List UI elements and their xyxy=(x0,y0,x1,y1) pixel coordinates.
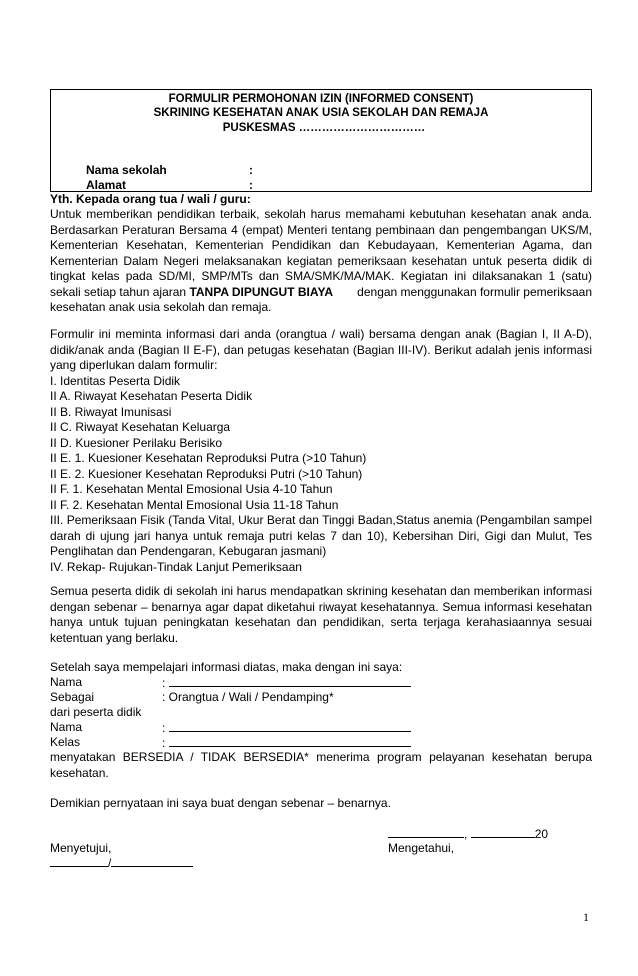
paragraph-intro xyxy=(50,207,592,316)
paragraph-line: ketentuan yang berlaku. xyxy=(50,630,179,645)
section-item: II A. Riwayat Kesehatan Peserta Didik xyxy=(50,389,253,403)
paragraph-line: Formulir ini meminta informasi dari anda (orangtua / wali) bersama dengan anak (Bagian I, II A-D), xyxy=(50,327,592,341)
free-of-charge-text: TANPA DIPUNGUT BIAYA xyxy=(189,284,334,299)
paragraph-line: Kementerian Kesehatan, Kementerian Pendidikan dan Kebudayaan, Kementerian Agama, dan xyxy=(50,238,592,252)
closing-statement: Demikian pernyataan ini saya buat dengan sebenar – benarnya. xyxy=(50,796,391,810)
statement-line: kesehatan. xyxy=(50,765,109,780)
statement-line: menyatakan BERSEDIA / TIDAK BERSEDIA* menerima program pelayanan kesehatan berupa xyxy=(50,750,592,764)
section-item: II D. Kuesioner Perilaku Berisiko xyxy=(50,435,223,450)
from-student-label: dari peserta didik xyxy=(50,705,142,719)
greeting: Yth. Kepada orang tua / wali / guru: xyxy=(50,192,251,206)
section-item: I. Identitas Peserta Didik xyxy=(50,373,181,388)
page-number: 1 xyxy=(583,910,589,924)
date-line xyxy=(388,826,548,842)
text-after: dengan menggunakan formulir pemeriksaan xyxy=(353,284,592,299)
student-name-field[interactable] xyxy=(162,720,411,736)
as-label: Sebagai xyxy=(50,690,95,704)
school-name-label: Nama sekolah xyxy=(86,163,167,177)
section-item: II C. Riwayat Kesehatan Keluarga xyxy=(50,420,231,434)
signature-blank-2[interactable] xyxy=(111,855,193,867)
student-name-label: Nama xyxy=(50,720,83,734)
paragraph-line: Semua peserta didik di sekolah ini harus mendapatkan skrining kesehatan dan memberikan informasi xyxy=(50,584,592,598)
know-label: Mengetahui, xyxy=(388,841,455,855)
form-title: FORMULIR PERMOHONAN IZIN (INFORMED CONSENT) xyxy=(168,93,474,105)
role-options: : Orangtua / Wali / Pendamping* xyxy=(162,690,334,704)
paragraph-form-info xyxy=(50,327,592,575)
paragraph-line: yang diperlukan dalam formulir: xyxy=(50,358,218,372)
paragraph-line: Kementerian Dalam Negeri melaksanakan kegiatan pemeriksaan kesehatan untuk peserta didik di xyxy=(50,253,592,268)
colon: : xyxy=(162,721,166,735)
form-subtitle: SKRINING KESEHATAN ANAK USIA SEKOLAH DAN REMAJA xyxy=(153,107,489,119)
date-blank-line[interactable] xyxy=(388,826,464,838)
approve-label: Menyetujui, xyxy=(50,841,112,855)
month-blank-line[interactable] xyxy=(471,826,535,838)
section-item: II B. Riwayat Imunisasi xyxy=(50,404,172,419)
comma: , xyxy=(464,827,468,841)
paragraph-line: tingkat kelas pada SD/MI, SMP/MTs dan SMA/SMK/MA/MAK. Kegiatan ini dilaksanakan 1 (satu) xyxy=(50,269,592,283)
paragraph-confidentiality xyxy=(50,584,592,646)
section-item: darah di ujung jari hanya untuk remaja putri kelas 7 dan 10), Kebersihan Diri, Gigi dan Mulut, Tes xyxy=(50,528,592,543)
paragraph-line: Untuk memberikan pendidikan terbaik, sekolah harus memahami kebutuhan kesehatan anak anda. xyxy=(50,207,592,221)
paragraph-line: Berdasarkan Peraturan Bersama 4 (empat) Menteri tentang pembinaan dan pengembangan UKS/M, xyxy=(50,222,592,237)
slash: / xyxy=(108,856,112,870)
name-blank-line[interactable] xyxy=(169,675,411,687)
address-label: Alamat xyxy=(86,178,127,192)
paragraph-line: hanya untuk tujuan peningkatan kesehatan dan pendidikan, serta terjaga kerahasiaannya sesuai xyxy=(50,615,592,629)
class-label: Kelas xyxy=(50,735,81,749)
statement xyxy=(50,750,592,781)
section-item: II E. 1. Kuesioner Kesehatan Reproduksi Putra (>10 Tahun) xyxy=(50,451,367,465)
section-item: II F. 2. Kesehatan Mental Emosional Usia 11-18 Tahun xyxy=(50,497,339,512)
paragraph-line: didik/anak anda (Bagian II E-F), dan petugas kesehatan (Bagian III-IV). Berikut adalah jenis informasi xyxy=(50,342,592,357)
paragraph-line-bold xyxy=(50,285,592,301)
paragraph-line: kesehatan anak usia sekolah dan remaja. xyxy=(50,300,272,314)
declaration-intro: Setelah saya mempelajari informasi diatas, maka dengan ini saya: xyxy=(50,660,403,674)
class-blank-line[interactable] xyxy=(169,735,411,747)
paragraph-line: dengan sebenar – benarnya agar dapat diketahui riwayat kesehatannya. Semua informasi kesehatan xyxy=(50,599,592,614)
school-name-colon: : xyxy=(249,163,253,177)
name-label: Nama xyxy=(50,675,83,689)
signature-blank-1[interactable] xyxy=(50,855,108,867)
section-item: Penglihatan dan Pendengaran, Kebugaran jasmani) xyxy=(50,544,327,558)
address-colon: : xyxy=(249,178,253,192)
year-text: 20 xyxy=(534,827,549,841)
section-item: IV. Rekap- Rujukan-Tindak Lanjut Pemeriksaan xyxy=(50,559,302,574)
section-item: II F. 1. Kesehatan Mental Emosional Usia 4-10 Tahun xyxy=(50,482,333,496)
section-item: III. Pemeriksaan Fisik (Tanda Vital, Ukur Berat dan Tinggi Badan,Status anemia (Pengambilan sampel xyxy=(50,513,592,527)
colon: : xyxy=(162,676,166,690)
name-field[interactable] xyxy=(162,675,411,691)
puskesmas-line: PUSKESMAS …………………………… xyxy=(222,122,426,134)
student-name-blank-line[interactable] xyxy=(169,720,411,732)
class-field[interactable] xyxy=(162,735,411,751)
section-item: II E. 2. Kuesioner Kesehatan Reproduksi Putri (>10 Tahun) xyxy=(50,466,363,481)
text-before: sekali setiap tahun ajaran xyxy=(50,284,190,299)
signature-line xyxy=(50,855,193,871)
colon: : xyxy=(162,736,166,750)
